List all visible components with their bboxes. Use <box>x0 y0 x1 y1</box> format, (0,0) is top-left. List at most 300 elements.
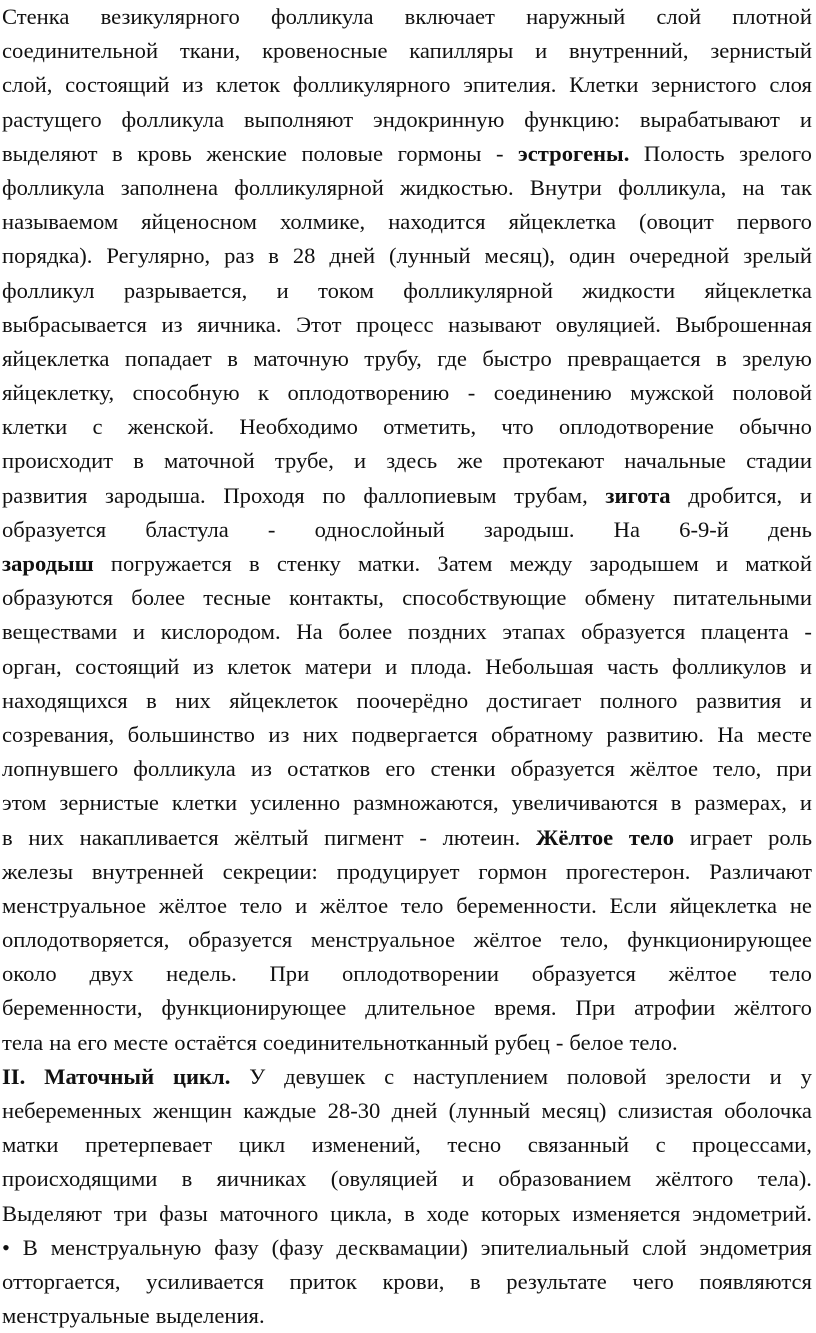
word: маточного <box>219 1200 319 1226</box>
word: (овуляцией <box>330 1166 438 1192</box>
word: вырабатывают <box>639 106 780 132</box>
word: отторгается, <box>2 1268 121 1294</box>
word: более <box>131 585 186 611</box>
word: При <box>269 961 310 987</box>
text-line <box>2 68 812 102</box>
text-line <box>2 752 812 786</box>
word: которых <box>480 1200 561 1226</box>
word: зрелую <box>742 345 812 371</box>
word: бластула <box>145 516 229 542</box>
word: достигает <box>486 687 582 713</box>
word: тело <box>400 892 444 918</box>
word: трубам, <box>514 482 588 508</box>
word: же <box>457 448 483 474</box>
word: Проходя <box>223 482 305 508</box>
word: фазу <box>214 1234 259 1260</box>
word: жёлтого <box>734 995 812 1021</box>
bold-term: II. <box>2 1063 26 1089</box>
word: состоящий <box>75 653 180 679</box>
word: начальные <box>624 448 726 474</box>
text-line <box>2 479 812 513</box>
word: изменений, <box>311 1132 421 1158</box>
word: - <box>419 824 427 850</box>
word: тесные <box>203 585 271 611</box>
word: на <box>742 174 765 200</box>
word: растущего <box>2 106 102 132</box>
text-line <box>2 137 812 171</box>
word: матки. <box>358 551 421 576</box>
text-line <box>2 1197 812 1231</box>
word: и <box>132 619 146 645</box>
text-line <box>2 1026 812 1060</box>
word: слизистая <box>617 1098 713 1123</box>
text-line <box>2 34 812 68</box>
word: жёлтое <box>629 756 699 782</box>
word: и <box>769 1063 782 1089</box>
word: холмике, <box>280 209 366 235</box>
word: обычно <box>739 414 812 440</box>
word: и <box>295 892 308 918</box>
word: овуляцией. <box>555 311 661 337</box>
word: образуется <box>2 516 107 542</box>
word: в <box>470 1268 481 1294</box>
word: 28-30 <box>327 1098 381 1123</box>
word: внутренней <box>91 858 204 884</box>
word: На <box>613 516 640 542</box>
word: гормоны <box>397 140 482 166</box>
word: яйцеклетка <box>2 345 110 371</box>
word: - <box>467 380 476 406</box>
word: рубец <box>494 1029 550 1055</box>
word: процесс <box>356 311 434 337</box>
word: Клетки <box>569 72 639 98</box>
word: Стенка <box>2 4 70 29</box>
word: эндокринную <box>373 106 505 132</box>
word: - <box>804 619 812 645</box>
word: время. <box>494 995 557 1021</box>
text-line <box>2 103 812 137</box>
word: Этот <box>296 311 342 337</box>
word: секреции: <box>222 858 318 884</box>
word: зернистый <box>710 38 812 64</box>
word: с <box>655 1132 666 1158</box>
word: небеременных <box>2 1098 142 1123</box>
word: из <box>192 653 214 679</box>
word: продуцирует <box>336 858 460 884</box>
text-line <box>2 923 812 957</box>
word: слой <box>656 4 702 29</box>
word: называют <box>448 311 542 337</box>
word: усиленно <box>250 790 341 816</box>
word: фолликула <box>270 4 374 29</box>
word: развития <box>2 482 88 508</box>
text-line <box>2 855 812 889</box>
word: оболочка <box>724 1098 812 1123</box>
text-line <box>2 410 812 444</box>
word: плода. <box>410 653 472 679</box>
text-line <box>2 1094 812 1128</box>
text-line <box>2 615 812 649</box>
word: яичника. <box>197 311 282 337</box>
word: наружный <box>526 4 626 29</box>
word: них <box>302 721 339 747</box>
word: фолликулов <box>671 653 787 679</box>
word: стенку <box>276 551 341 576</box>
word: развития <box>695 687 782 713</box>
word: остаётся <box>174 1029 257 1055</box>
word: На <box>717 721 744 747</box>
word: них <box>28 824 64 850</box>
text-line <box>2 991 812 1025</box>
text-line <box>2 786 812 820</box>
word: трубе, <box>274 448 334 474</box>
word: результате <box>506 1268 607 1294</box>
word: месяц), <box>484 243 556 269</box>
word: белое <box>569 1029 624 1055</box>
word: быстро <box>482 345 552 371</box>
text-line <box>2 0 812 34</box>
word: способную <box>132 380 240 406</box>
word: беременности, <box>2 995 143 1021</box>
word: фолликул <box>2 277 95 303</box>
word: оплодотворение <box>558 414 714 440</box>
word: появляются <box>699 1268 812 1294</box>
word: прогестерон. <box>565 858 691 884</box>
word: выделяют <box>2 140 98 166</box>
word: образованием <box>498 1166 632 1192</box>
text-line <box>2 444 812 478</box>
word: дней <box>329 243 376 269</box>
word: слой <box>641 1234 687 1260</box>
word: его <box>77 1029 108 1055</box>
word: фолликула <box>133 756 236 782</box>
word: маточную <box>253 345 349 371</box>
bold-term: Жёлтое <box>536 824 614 850</box>
word: чего <box>632 1268 674 1294</box>
word: током <box>318 277 374 303</box>
word: полного <box>599 687 678 713</box>
word: десквамации) <box>336 1234 468 1260</box>
word: фолликулярной <box>234 174 384 200</box>
word: из <box>161 311 183 337</box>
word: играет <box>689 824 753 850</box>
word: яйцеклеток <box>229 687 338 713</box>
word: находится <box>388 209 486 235</box>
word: образуется <box>188 927 293 953</box>
word: в <box>404 1200 415 1226</box>
word: девушек <box>284 1063 366 1089</box>
word: более <box>338 619 393 645</box>
word: один <box>568 243 616 269</box>
word: лопнувшего <box>2 756 119 782</box>
word: стадии <box>746 448 812 474</box>
word: 6-9-й <box>679 516 729 542</box>
word: приток <box>289 1268 357 1294</box>
word: жёлтое <box>668 961 737 987</box>
word: веществами <box>2 619 118 645</box>
word: образуется <box>531 961 636 987</box>
text-line <box>2 308 812 342</box>
word: разрывается, <box>123 277 248 303</box>
word: выполняют <box>243 106 354 132</box>
word: кровеносные <box>262 38 388 64</box>
word: происходящими <box>2 1166 158 1192</box>
word: Внутри <box>529 174 602 200</box>
word: фолликула <box>2 174 105 200</box>
word: этом <box>2 790 47 816</box>
text-line <box>2 1265 812 1299</box>
word: маточной <box>163 448 255 474</box>
word: внутренний, <box>568 38 689 64</box>
word: эпителия. <box>463 72 557 98</box>
word: везикулярного <box>100 4 240 29</box>
text-line <box>2 342 812 376</box>
word: Различают <box>709 858 812 884</box>
word: по <box>322 482 346 508</box>
word: плацента <box>700 619 789 645</box>
word: трубу, <box>364 345 422 371</box>
document-body <box>2 0 812 1333</box>
word: накапливается <box>79 824 219 850</box>
word: поочерёдно <box>356 687 469 713</box>
word: его <box>385 756 416 782</box>
word: Выделяют <box>2 1200 102 1226</box>
word: крови, <box>382 1268 445 1294</box>
word: в <box>112 140 123 166</box>
word: зрелого <box>739 140 812 166</box>
bold-term: Маточный <box>44 1063 155 1089</box>
word: в <box>670 790 682 816</box>
word: Если <box>609 892 657 918</box>
word: и <box>276 277 289 303</box>
word: отметить, <box>383 414 477 440</box>
bold-term: эстрогены. <box>518 140 630 166</box>
word: протекают <box>502 448 605 474</box>
word: эндометрия <box>699 1234 812 1260</box>
word: кровь <box>137 140 192 166</box>
word: жёлтое <box>473 927 542 953</box>
word: оплодотворяется, <box>2 927 170 953</box>
word: беременности. <box>456 892 597 918</box>
word: (лунный <box>448 1098 531 1123</box>
word: них <box>175 687 211 713</box>
word: развитию. <box>606 721 704 747</box>
word: и <box>799 482 812 508</box>
word: в <box>716 345 727 371</box>
word: и <box>385 653 398 679</box>
word: жёлтое <box>320 892 389 918</box>
word: тесно <box>447 1132 502 1158</box>
word: фаллопиевым <box>363 482 497 508</box>
word: из <box>268 721 290 747</box>
word: жёлтого <box>655 1166 734 1192</box>
bold-term: зиготa <box>605 482 671 508</box>
word: выбрасывается <box>2 311 147 337</box>
word: Небольшая <box>485 653 594 679</box>
word: остатков <box>287 756 371 782</box>
word: Полость <box>643 140 725 166</box>
word: выделения. <box>155 1303 265 1329</box>
word: попадает <box>124 345 212 371</box>
word: контакты, <box>289 585 384 611</box>
word: месяц) <box>541 1098 607 1123</box>
word: заполнена <box>120 174 218 200</box>
word: жидкости <box>582 277 676 303</box>
word: из <box>182 72 204 98</box>
word: жидкостью. <box>400 174 514 200</box>
text-line <box>2 650 812 684</box>
word: капилляры <box>409 38 514 64</box>
word: эпителиальный <box>480 1234 630 1260</box>
word: не <box>789 892 812 918</box>
word: первого <box>736 209 812 235</box>
word: в <box>146 687 157 713</box>
word: кислородом. <box>160 619 281 645</box>
word: зрелый <box>743 243 812 269</box>
word: матери <box>304 653 372 679</box>
word: фолликула <box>121 106 225 132</box>
word: 28 <box>292 243 316 269</box>
text-line <box>2 239 812 273</box>
word: так <box>780 174 812 200</box>
word: половой <box>566 1063 647 1089</box>
word: стенки <box>430 756 496 782</box>
word: дней <box>391 1098 438 1123</box>
word: роль <box>768 824 812 850</box>
word: клеток <box>215 72 281 98</box>
word: превращается <box>567 345 701 371</box>
word: в <box>227 345 238 371</box>
word: яйценосном <box>141 209 257 235</box>
word: с <box>92 414 103 440</box>
word: и <box>535 38 548 64</box>
word: длительное <box>365 995 476 1021</box>
word: эндометрий. <box>692 1200 812 1226</box>
word: и <box>461 1166 474 1192</box>
word: тело. <box>629 1029 678 1055</box>
word: тело <box>239 892 283 918</box>
word: женщин <box>152 1098 232 1123</box>
word: усиливается <box>146 1268 264 1294</box>
word: между <box>509 551 573 576</box>
text-line <box>2 547 812 581</box>
word: соединению <box>493 380 612 406</box>
word: (овоцит <box>639 209 714 235</box>
word: Затем <box>437 551 493 576</box>
word: маткой <box>745 551 812 576</box>
word: у <box>800 1063 812 1089</box>
word: фолликулярного <box>292 72 451 98</box>
word: этапах <box>502 619 566 645</box>
word: тело <box>769 961 812 987</box>
word: женские <box>206 140 287 166</box>
word: зрелости <box>665 1063 751 1089</box>
word: тело, <box>713 756 762 782</box>
word: в <box>268 243 279 269</box>
word: атрофии <box>634 995 716 1021</box>
word: размерах, <box>694 790 787 816</box>
word: цикл <box>238 1132 286 1158</box>
word: зернистого <box>651 72 757 98</box>
text-line <box>2 581 812 615</box>
word: В <box>22 1234 38 1260</box>
word: Необходимо <box>239 414 358 440</box>
word: образуется <box>581 619 686 645</box>
word: недель. <box>166 961 237 987</box>
word: фолликулярной <box>403 277 553 303</box>
word: Выброшенная <box>675 311 812 337</box>
word: наступлением <box>413 1063 549 1089</box>
word: из <box>250 756 272 782</box>
word: способствующие <box>402 585 567 611</box>
word: ткани, <box>179 38 241 64</box>
word: половые <box>301 140 384 166</box>
word: раз <box>224 243 255 269</box>
word: около <box>2 961 57 987</box>
word: находящихся <box>2 687 128 713</box>
word: женской. <box>127 414 215 440</box>
word: в <box>2 824 13 850</box>
text-line <box>2 1128 812 1162</box>
word: здесь <box>386 448 438 474</box>
word: матки <box>2 1132 59 1158</box>
word: образуется <box>510 756 615 782</box>
word: плотной <box>732 4 812 29</box>
word: тело, <box>560 927 609 953</box>
word: однослойный <box>314 516 445 542</box>
word: поздних <box>407 619 487 645</box>
word: каждые <box>243 1098 317 1123</box>
word: процессами, <box>692 1132 812 1158</box>
text-line <box>2 1060 812 1094</box>
word: зародыша. <box>105 482 206 508</box>
word: к <box>258 380 270 406</box>
word: фазы <box>159 1200 208 1226</box>
word: созревания, <box>2 721 115 747</box>
word: клетки <box>171 790 238 816</box>
word: ходе <box>426 1200 470 1226</box>
text-line <box>2 1231 812 1265</box>
word: яйцеклетка <box>669 892 778 918</box>
word: очередной <box>629 243 730 269</box>
text-line <box>2 957 812 991</box>
text-line <box>2 513 812 547</box>
word: орган, <box>2 653 62 679</box>
word: функционирующее <box>161 995 347 1021</box>
word: и <box>799 653 812 679</box>
word: включает <box>404 4 495 29</box>
word: - <box>495 140 504 166</box>
bold-term: зародыш <box>2 551 94 576</box>
word: - <box>267 516 276 542</box>
text-line <box>2 718 812 752</box>
word: половой <box>732 380 812 406</box>
text-line <box>2 821 812 855</box>
word: оплодотворении <box>341 961 500 987</box>
word: мужской <box>630 380 714 406</box>
bold-term: цикл. <box>172 1063 231 1089</box>
word: и <box>799 106 812 132</box>
word: менструальные <box>2 1303 150 1329</box>
word: На <box>296 619 323 645</box>
word: в <box>249 551 260 576</box>
word: (фазу <box>271 1234 324 1260</box>
word: в <box>133 448 144 474</box>
word: яичниках <box>216 1166 307 1192</box>
word: день <box>768 516 812 542</box>
word: соединительнотканный <box>262 1029 489 1055</box>
word: зародышем <box>589 551 699 576</box>
